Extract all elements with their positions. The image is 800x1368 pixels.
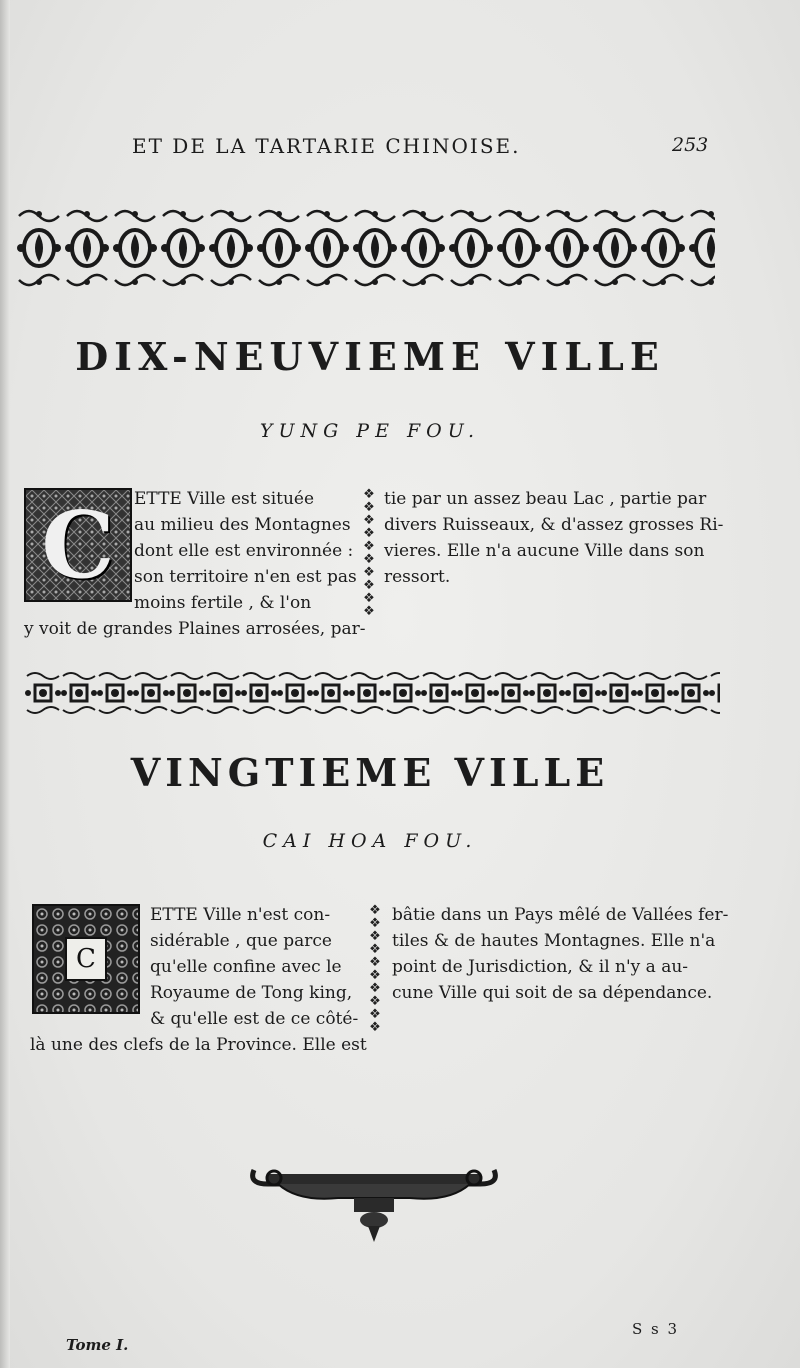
tailpiece-ornament — [248, 1160, 500, 1248]
text-line: là une des clefs de la Province. Elle est — [30, 1035, 367, 1055]
drop-cap-c-ornate — [24, 488, 132, 602]
city-name-yung-pe-fou: YUNG PE FOU. — [259, 420, 481, 442]
section2-left-column-last — [30, 1032, 367, 1058]
text-line: au milieu des Montagnes — [134, 515, 351, 535]
text-line: tiles & de hautes Montagnes. Elle n'a — [392, 931, 716, 951]
ornamental-band-top — [15, 206, 715, 290]
ornamental-band-middle — [25, 670, 725, 716]
section1-left-column — [134, 486, 357, 616]
text-line: ETTE Ville est située — [134, 489, 315, 509]
page-number: 253 — [672, 134, 709, 156]
text-line: dont elle est environnée : — [134, 541, 354, 561]
drop-cap-letter: C — [41, 491, 115, 599]
text-line: y voit de grandes Plaines arrosées, par- — [24, 619, 366, 639]
text-line: sidérable , que parce — [150, 931, 332, 951]
column-rule-ornament: ❖ ❖ ❖ ❖ ❖ ❖ ❖ ❖ ❖ ❖ — [369, 903, 381, 1035]
drop-cap-c-floral — [32, 904, 140, 1014]
text-line: divers Ruisseaux, & d'assez grosses Ri- — [384, 515, 724, 535]
text-line: ETTE Ville n'est con- — [150, 905, 331, 925]
city-name-cai-hoa-fou: CAI HOA FOU. — [262, 830, 478, 852]
scroll-bracket-ornament — [248, 1160, 500, 1244]
text-line: bâtie dans un Pays mêlé de Vallées fer- — [392, 905, 729, 925]
text-line: vieres. Elle n'a aucune Ville dans son — [384, 541, 705, 561]
running-head: ET DE LA TARTARIE CHINOISE. — [132, 134, 521, 158]
text-line: Royaume de Tong king, — [150, 983, 353, 1003]
volume-label: Tome I. — [66, 1336, 129, 1354]
section2-right-column — [392, 902, 728, 1006]
section-heading-19: DIX-NEUVIEME VILLE — [75, 334, 665, 379]
section2-left-column — [150, 902, 362, 1032]
section-heading-20: VINGTIEME VILLE — [130, 750, 610, 795]
text-line: moins fertile , & l'on — [134, 593, 312, 613]
page-spine-shadow — [0, 0, 10, 1368]
section1-left-column-last — [24, 616, 364, 642]
text-line: tie par un assez beau Lac , partie par — [384, 489, 707, 509]
text-line: & qu'elle est de ce côté- — [150, 1009, 359, 1029]
text-line: ressort. — [384, 567, 451, 587]
text-line: point de Jurisdiction, & il n'y a au- — [392, 957, 689, 977]
column-rule-ornament: ❖ ❖ ❖ ❖ ❖ ❖ ❖ ❖ ❖ ❖ — [363, 487, 375, 619]
fleuron-band-ornament-small — [25, 670, 720, 716]
text-line: qu'elle confine avec le — [150, 957, 342, 977]
text-line: cune Ville qui soit de sa dépendance. — [392, 983, 713, 1003]
text-line: son territoire n'en est pas — [134, 567, 357, 587]
drop-cap-letter: C — [76, 944, 96, 974]
fleuron-band-ornament — [15, 206, 715, 290]
signature-mark: S s 3 — [632, 1320, 680, 1338]
section1-right-column — [384, 486, 724, 590]
